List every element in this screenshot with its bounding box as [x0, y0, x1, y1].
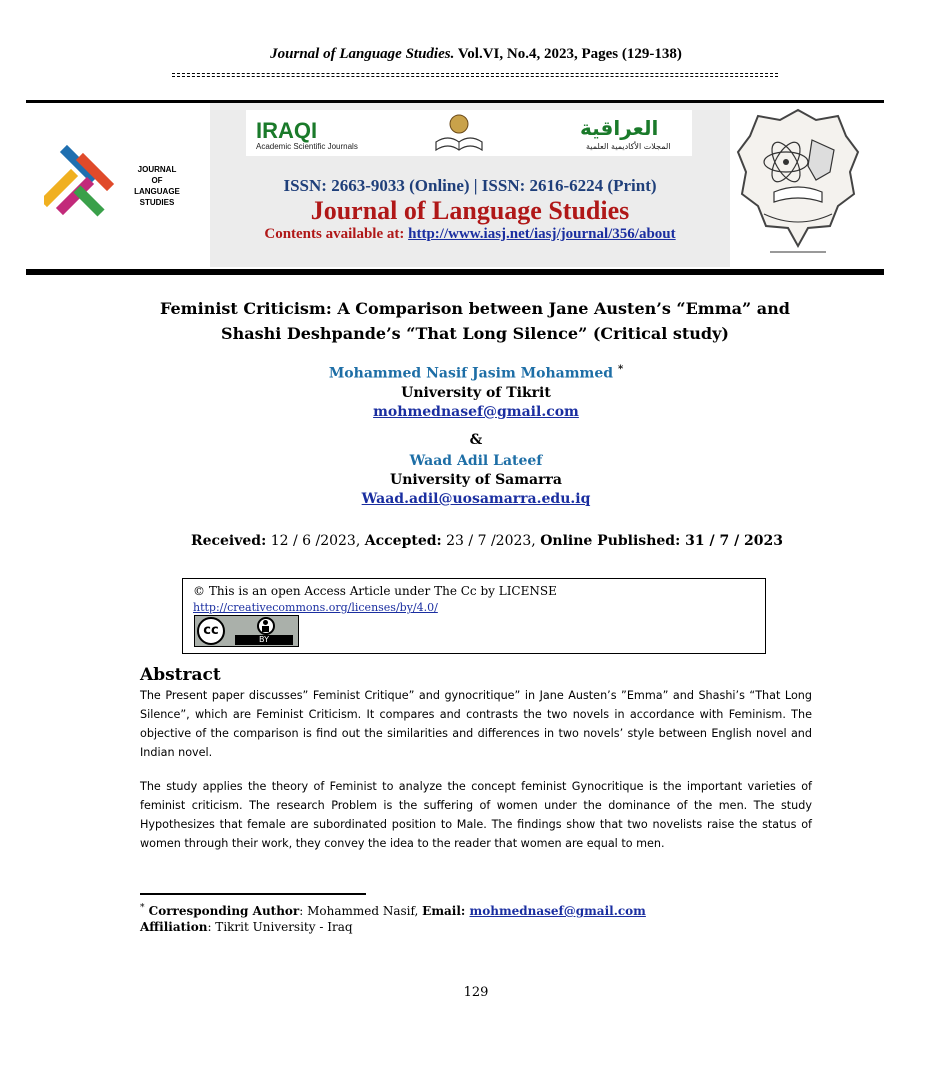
footnote-rule — [140, 893, 366, 895]
university-seal-icon — [734, 106, 862, 264]
book-emblem-icon — [432, 112, 486, 154]
article-title-line: Feminist Criticism: A Comparison between Jane Austen’s “Emma” and — [160, 299, 790, 318]
received-date: 12 / 6 /2023, — [266, 533, 365, 549]
running-header — [0, 46, 952, 63]
cc-icon: cc — [197, 617, 225, 645]
page-number: 129 — [463, 985, 489, 1000]
footnote-affiliation — [140, 920, 353, 934]
author-separator: & — [469, 432, 483, 448]
affiliation-value: : Tikrit University - Iraq — [207, 920, 353, 934]
issn-line: ISSN: 2663-9033 (Online) | ISSN: 2616-6224 (Print) — [283, 176, 657, 195]
article-title — [80, 296, 870, 346]
email-label: Email: — [422, 904, 470, 918]
license-text: © This is an open Access Article under The Cc by LICENSE — [193, 584, 557, 598]
publication-dates — [0, 533, 952, 549]
article-title-line: Shashi Deshpande’s “That Long Silence” (Critical study) — [221, 324, 729, 343]
abstract-paragraph: The study applies the theory of Feminist to analyze the concept feminist Gynocritique is the important varieties of feminist criticism. The research Problem is the suffering of women under the dominance of the men. The study Hypothesizes that female are subordinated position to Male. The findings show that two novelists raise the status of women through their work, they convey the idea to the reader that women are equal to men. — [140, 780, 812, 850]
cc-by-badge[interactable] — [194, 615, 299, 647]
footnote-corresponding — [140, 903, 646, 918]
author-1-name-text: Mohammed Nasif Jasim Mohammed — [328, 365, 614, 382]
journal-name: Journal of Language Studies — [310, 196, 630, 225]
journal-logo-text: JOURNAL OF LANGUAGE STUDIES — [134, 165, 180, 207]
accepted-label: Accepted: — [364, 533, 442, 549]
received-label: Received: — [190, 533, 267, 549]
corresponding-label: Corresponding Author — [144, 904, 300, 918]
author-2-email-link[interactable]: Waad.adil@uosamarra.edu.iq — [361, 491, 591, 507]
iraqi-logo-arabic: العراقية — [580, 116, 659, 140]
author-2-name: Waad Adil Lateef — [409, 453, 543, 469]
attribution-person-icon — [257, 617, 275, 635]
iraqi-logo-subtitle: Academic Scientific Journals — [256, 142, 358, 151]
accepted-date: 23 / 7 /2023, — [441, 533, 541, 549]
by-label: BY — [235, 635, 293, 645]
banner-bottom-rule — [26, 269, 884, 275]
running-header-volume: Vol.VI, No.4, 2023, Pages (129-138) — [454, 46, 682, 62]
affiliation-label: Affiliation — [140, 920, 208, 934]
corresponding-name: : Mohammed Nasif, — [299, 904, 423, 918]
published-date: 31 / 7 / 2023 — [680, 533, 784, 549]
contents-available — [210, 226, 730, 243]
author-1-affiliation: University of Tikrit — [401, 385, 551, 401]
footnote-email-link[interactable]: mohmednasef@gmail.com — [469, 904, 646, 918]
license-url-link[interactable]: http://creativecommons.org/licenses/by/4.0/ — [193, 601, 438, 614]
footnote-mark: * — [140, 903, 145, 913]
running-header-journal: Journal of Language Studies. — [270, 46, 455, 62]
author-2-email — [0, 491, 952, 507]
corresponding-mark: * — [617, 364, 624, 375]
abstract-paragraph: The Present paper discusses” Feminist Critique” and gynocritique” in Jane Austen’s ”Emma” and Shashi’s “That Long Silence”, which are Feminist Criticism. It compares and contrasts the two novels in accordance with Feminism. The objective of the comparison is find out the similarities and differences in two novels’ style between English novel and Indian novel. — [140, 689, 812, 759]
iraqi-logo-arabic-subtitle: المجلات الأكاديمية العلمية — [586, 142, 671, 151]
contents-label: Contents available at: — [264, 226, 409, 242]
author-1-email-link[interactable]: mohmednasef@gmail.com — [373, 404, 579, 420]
author-2-affiliation: University of Samarra — [390, 472, 562, 488]
author-1-name — [0, 364, 952, 382]
journal-logo-icon — [44, 140, 134, 222]
dashed-divider — [172, 76, 778, 77]
dashed-divider — [172, 73, 778, 74]
abstract-heading: Abstract — [140, 665, 221, 685]
published-label: Online Published: — [540, 533, 681, 549]
author-1-email — [0, 404, 952, 420]
iraqi-logo-text: IRAQI — [256, 118, 318, 143]
journal-url-link[interactable]: http://www.iasj.net/iasj/journal/356/about — [408, 226, 676, 242]
